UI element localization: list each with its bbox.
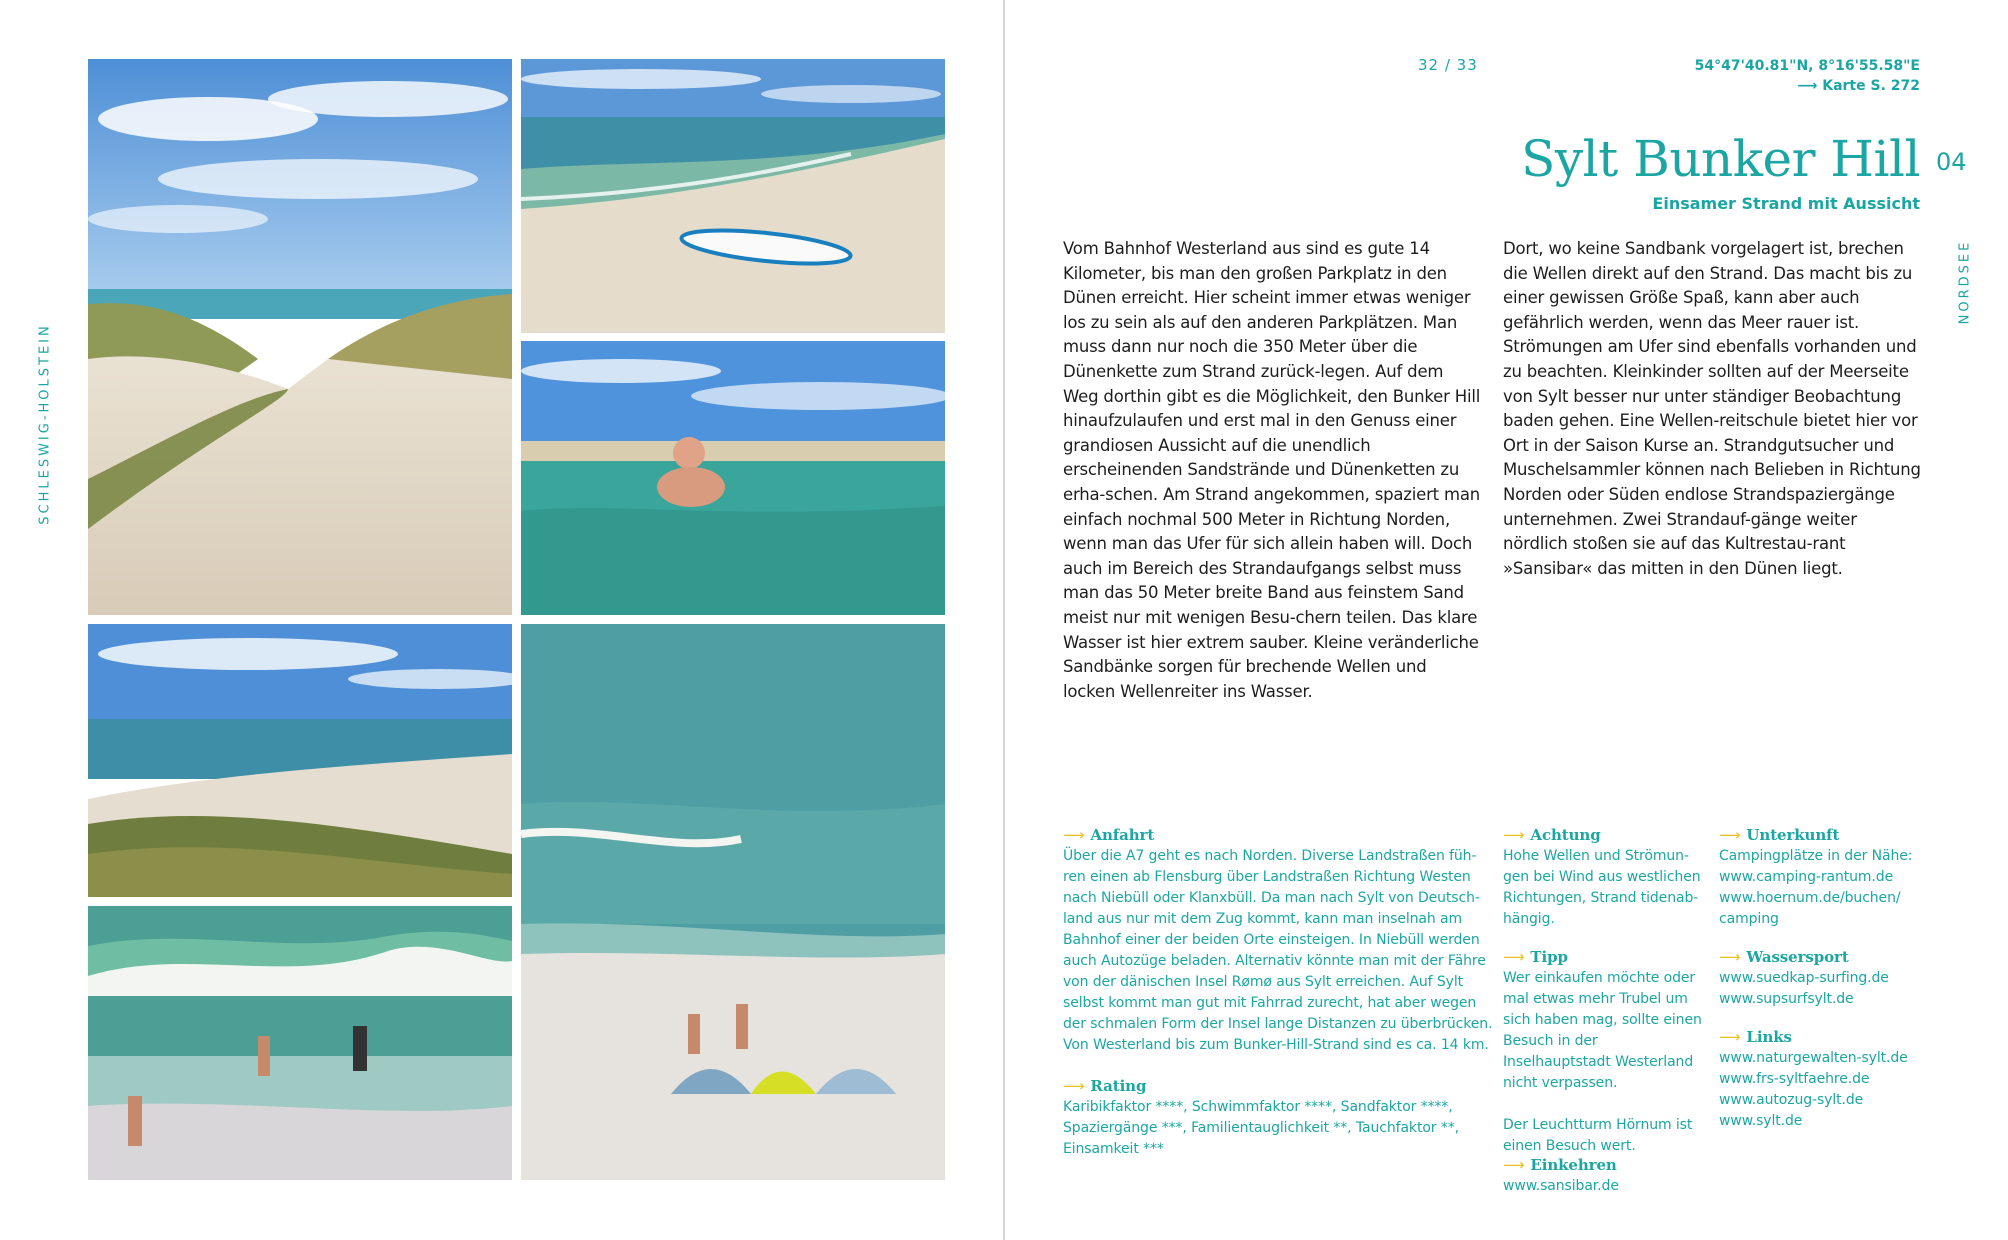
info-unterkunft	[1719, 825, 1929, 930]
arrow-right-icon: ⟶	[1503, 826, 1525, 844]
links-heading: Links	[1746, 1028, 1792, 1046]
photo-beach-tents	[521, 624, 945, 1180]
map-reference	[1695, 76, 1920, 96]
arrow-right-icon: ⟶	[1719, 1028, 1741, 1046]
link-hoernum[interactable]: www.hoernum.de/buchen/ camping	[1719, 890, 1901, 927]
map-ref-text: Karte S. 272	[1822, 78, 1920, 94]
arrow-right-icon: ⟶	[1719, 826, 1741, 844]
page-gutter	[1003, 0, 1005, 1240]
photo-swimmer	[521, 341, 945, 615]
photo-surfboard-beach	[521, 59, 945, 333]
info-tipp	[1503, 947, 1708, 1157]
arrow-right-icon: ⟶	[1063, 826, 1085, 844]
link-sylt[interactable]: www.sylt.de	[1719, 1113, 1803, 1129]
link-naturgewalten[interactable]: www.naturgewalten-sylt.de	[1719, 1050, 1908, 1066]
region-label: SCHLESWIG-HOLSTEIN	[37, 323, 53, 525]
rating-heading: Rating	[1090, 1077, 1147, 1095]
info-anfahrt	[1063, 825, 1493, 1056]
unterkunft-text: Campingplätze in der Nähe:	[1719, 848, 1913, 864]
link-supsurfsylt[interactable]: www.supsurfsylt.de	[1719, 991, 1854, 1007]
link-camping-rantum[interactable]: www.camping-rantum.de	[1719, 869, 1894, 885]
achtung-heading: Achtung	[1530, 826, 1601, 844]
photo-waves-people	[88, 906, 512, 1180]
arrow-right-icon: ⟶	[1719, 948, 1741, 966]
info-achtung	[1503, 825, 1708, 930]
chapter-number: 04	[1936, 148, 1967, 176]
link-autozug[interactable]: www.autozug-sylt.de	[1719, 1092, 1864, 1108]
anfahrt-heading: Anfahrt	[1090, 826, 1155, 844]
arrow-right-icon: ⟶	[1797, 78, 1823, 94]
arrow-right-icon: ⟶	[1503, 1156, 1525, 1174]
page-subtitle: Einsamer Strand mit Aussicht	[1652, 194, 1920, 213]
info-wassersport	[1719, 947, 1929, 1010]
photo-dune-path	[88, 59, 512, 615]
tipp-text-1: Wer einkaufen möchte oder mal etwas mehr Trubel um sich haben mag, sollte einen Besuch in der Inselhauptstadt Westerland nicht verpassen.	[1503, 970, 1702, 1091]
einkehren-heading: Einkehren	[1530, 1156, 1617, 1174]
info-rating	[1063, 1076, 1493, 1160]
link-suedkap-surfing[interactable]: www.suedkap-surfing.de	[1719, 970, 1889, 986]
body-text-column-2: Dort, wo keine Sandbank vorgelagert ist, brechen die Wellen direkt auf den Strand. Das macht bis zu einer gewissen Größe Spaß, kann aber auch gefährlich werden, wenn das Meer rauer ist. Strömungen am Ufer sind ebenfalls vorhanden und zu beachten. Kleinkinder sollten auf der Meerseite von Sylt besser nur unter ständiger Beobachtung baden gehen. Eine Wellen-reitschule bietet hier vor Ort in der Saison Kurse an. Strandgutsucher und Muschelsammler können nach Belieben in Richtung Norden oder Süden endlose Strandspaziergänge unternehmen. Zwei Strandauf-gänge weiter nördlich stoßen sie auf das Kultrestau-rant »Sansibar« das mitten in den Dünen liegt.	[1503, 239, 1921, 578]
achtung-text: Hohe Wellen und Strömun-gen bei Wind aus westlichen Richtungen, Strand tidenab-hängig.	[1503, 848, 1701, 927]
sea-label: NORDSEE	[1957, 239, 1973, 325]
page-title: Sylt Bunker Hill	[1521, 130, 1920, 188]
page-numbers: 32 / 33	[1418, 56, 1478, 74]
tipp-text-2: Der Leuchtturm Hörnum ist einen Besuch wert.	[1503, 1117, 1693, 1154]
rating-text: Karibikfaktor ****, Schwimmfaktor ****, Sandfaktor ****, Spaziergänge ***, Familientauglichkeit **, Tauchfaktor **, Einsamkeit ***	[1063, 1099, 1459, 1157]
link-sansibar[interactable]: www.sansibar.de	[1503, 1178, 1619, 1194]
arrow-right-icon: ⟶	[1503, 948, 1525, 966]
tipp-heading: Tipp	[1530, 948, 1568, 966]
photo-beach-view	[88, 624, 512, 897]
wassersport-heading: Wassersport	[1746, 948, 1849, 966]
unterkunft-heading: Unterkunft	[1746, 826, 1840, 844]
body-text-column-1: Vom Bahnhof Westerland aus sind es gute 14 Kilometer, bis man den großen Parkplatz in den Dünen erreicht. Hier scheint immer etwas weniger los zu sein als auf den anderen Parkplätzen. Man muss dann nur noch die 350 Meter über die Dünenkette zum Strand zurück-legen. Auf dem Weg dorthin gibt es die Möglichkeit, den Bunker Hill hinaufzulaufen und erst mal in den Genuss einer grandiosen Aussicht auf die unendlich erscheinenden Sandstrände und Dünenketten zu erha-schen. Am Strand angekommen, spaziert man einfach nochmal 500 Meter in Richtung Norden, wenn man das Ufer für sich allein haben will. Doch auch im Bereich des Strandaufgangs selbst muss man das 50 Meter breite Band aus feinstem Sand meist nur mit wenigen Besu-chern teilen. Das klare Wasser ist hier extrem sauber. Kleine veränderliche Sandbänke sorgen für brechende Wellen und locken Wellenreiter ins Wasser.	[1063, 239, 1481, 701]
info-einkehren	[1503, 1155, 1708, 1197]
anfahrt-text: Über die A7 geht es nach Norden. Diverse Landstraßen füh-ren einen ab Flensburg über Landstraßen Richtung Westen nach Niebüll oder Klanxbüll. Da man nach Sylt von Deutsch-land aus nur mit dem Zug kommt, kann man inselnah am Bahnhof einer der beiden Orte einsteigen. In Niebüll werden auch Autozüge beladen. Alternativ könnte man mit der Fähre von der dänischen Insel Rømø aus Sylt erreichen. Auf Sylt selbst kommt man gut mit Fahrrad zurecht, hat aber wegen der schmalen Form der Insel lange Distanzen zu überbrücken. Von Westerland bis zum Bunker-Hill-Strand sind es ca. 14 km.	[1063, 848, 1493, 1053]
gps-coordinates	[1695, 56, 1920, 96]
info-links	[1719, 1027, 1929, 1132]
link-frs-syltfaehre[interactable]: www.frs-syltfaehre.de	[1719, 1071, 1870, 1087]
arrow-right-icon: ⟶	[1063, 1077, 1085, 1095]
coords-text: 54°47'40.81"N, 8°16'55.58"E	[1694, 58, 1920, 74]
